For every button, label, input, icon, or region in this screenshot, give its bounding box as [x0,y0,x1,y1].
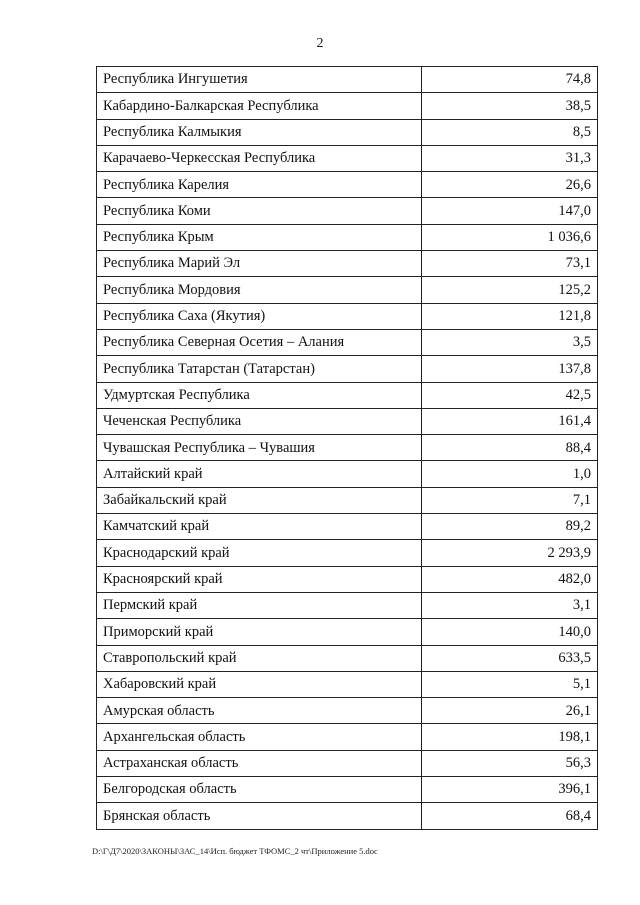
page-number: 2 [316,36,324,51]
region-value-cell: 633,5 [422,645,598,671]
table-row [97,93,598,119]
region-name-cell: Чеченская Республика [97,408,422,434]
region-name-cell: Кабардино-Балкарская Республика [97,93,422,119]
table-row [97,119,598,145]
region-name-cell: Республика Коми [97,198,422,224]
region-value-cell: 137,8 [422,356,598,382]
table-row [97,803,598,829]
table-row [97,777,598,803]
region-name-cell: Амурская область [97,698,422,724]
region-value-cell: 8,5 [422,119,598,145]
table-row [97,461,598,487]
table-row [97,67,598,93]
table-row [97,145,598,171]
region-value-cell: 147,0 [422,198,598,224]
regions-table [96,66,598,830]
region-value-cell: 56,3 [422,750,598,776]
region-name-cell: Пермский край [97,592,422,618]
table-row [97,303,598,329]
region-name-cell: Республика Мордовия [97,277,422,303]
table-row [97,224,598,250]
table-row [97,408,598,434]
region-name-cell: Республика Калмыкия [97,119,422,145]
region-name-cell: Республика Ингушетия [97,67,422,93]
regions-table-container [96,66,598,830]
region-name-cell: Республика Карелия [97,172,422,198]
region-value-cell: 5,1 [422,671,598,697]
region-value-cell: 26,6 [422,172,598,198]
region-value-cell: 3,1 [422,592,598,618]
regions-table-body [97,67,598,830]
table-row [97,277,598,303]
region-name-cell: Удмуртская Республика [97,382,422,408]
region-value-cell: 2 293,9 [422,540,598,566]
region-name-cell: Камчатский край [97,514,422,540]
region-name-cell: Краснодарский край [97,540,422,566]
table-row [97,750,598,776]
region-value-cell: 140,0 [422,619,598,645]
region-value-cell: 26,1 [422,698,598,724]
region-value-cell: 73,1 [422,251,598,277]
region-value-cell: 198,1 [422,724,598,750]
table-row [97,645,598,671]
region-value-cell: 125,2 [422,277,598,303]
region-name-cell: Карачаево-Черкесская Республика [97,145,422,171]
table-row [97,356,598,382]
table-row [97,251,598,277]
region-value-cell: 31,3 [422,145,598,171]
region-value-cell: 89,2 [422,514,598,540]
region-name-cell: Республика Татарстан (Татарстан) [97,356,422,382]
table-row [97,619,598,645]
region-name-cell: Астраханская область [97,750,422,776]
region-name-cell: Ставропольский край [97,645,422,671]
region-value-cell: 3,5 [422,329,598,355]
table-row [97,435,598,461]
region-name-cell: Забайкальский край [97,487,422,513]
region-value-cell: 1 036,6 [422,224,598,250]
region-value-cell: 42,5 [422,382,598,408]
region-name-cell: Республика Марий Эл [97,251,422,277]
region-name-cell: Приморский край [97,619,422,645]
table-row [97,671,598,697]
region-value-cell: 74,8 [422,67,598,93]
region-name-cell: Архангельская область [97,724,422,750]
region-name-cell: Красноярский край [97,566,422,592]
table-row [97,487,598,513]
region-name-cell: Белгородская область [97,777,422,803]
region-name-cell: Республика Северная Осетия – Алания [97,329,422,355]
region-value-cell: 1,0 [422,461,598,487]
region-value-cell: 482,0 [422,566,598,592]
region-value-cell: 7,1 [422,487,598,513]
table-row [97,514,598,540]
table-row [97,198,598,224]
table-row [97,566,598,592]
region-value-cell: 161,4 [422,408,598,434]
region-value-cell: 68,4 [422,803,598,829]
region-name-cell: Брянская область [97,803,422,829]
region-name-cell: Чувашская Республика – Чувашия [97,435,422,461]
table-row [97,382,598,408]
region-name-cell: Республика Саха (Якутия) [97,303,422,329]
footer-file-path: D:\Г\Д7\2020\ЗАКОНЫ\ЗАС_14\Исп. бюджет ТФОМС_2 чт\Приложение 5.doc [92,846,378,856]
region-name-cell: Республика Крым [97,224,422,250]
table-row [97,540,598,566]
table-row [97,329,598,355]
region-value-cell: 38,5 [422,93,598,119]
table-row [97,172,598,198]
region-value-cell: 396,1 [422,777,598,803]
table-row [97,592,598,618]
table-row [97,724,598,750]
region-name-cell: Хабаровский край [97,671,422,697]
table-row [97,698,598,724]
region-name-cell: Алтайский край [97,461,422,487]
region-value-cell: 88,4 [422,435,598,461]
region-value-cell: 121,8 [422,303,598,329]
